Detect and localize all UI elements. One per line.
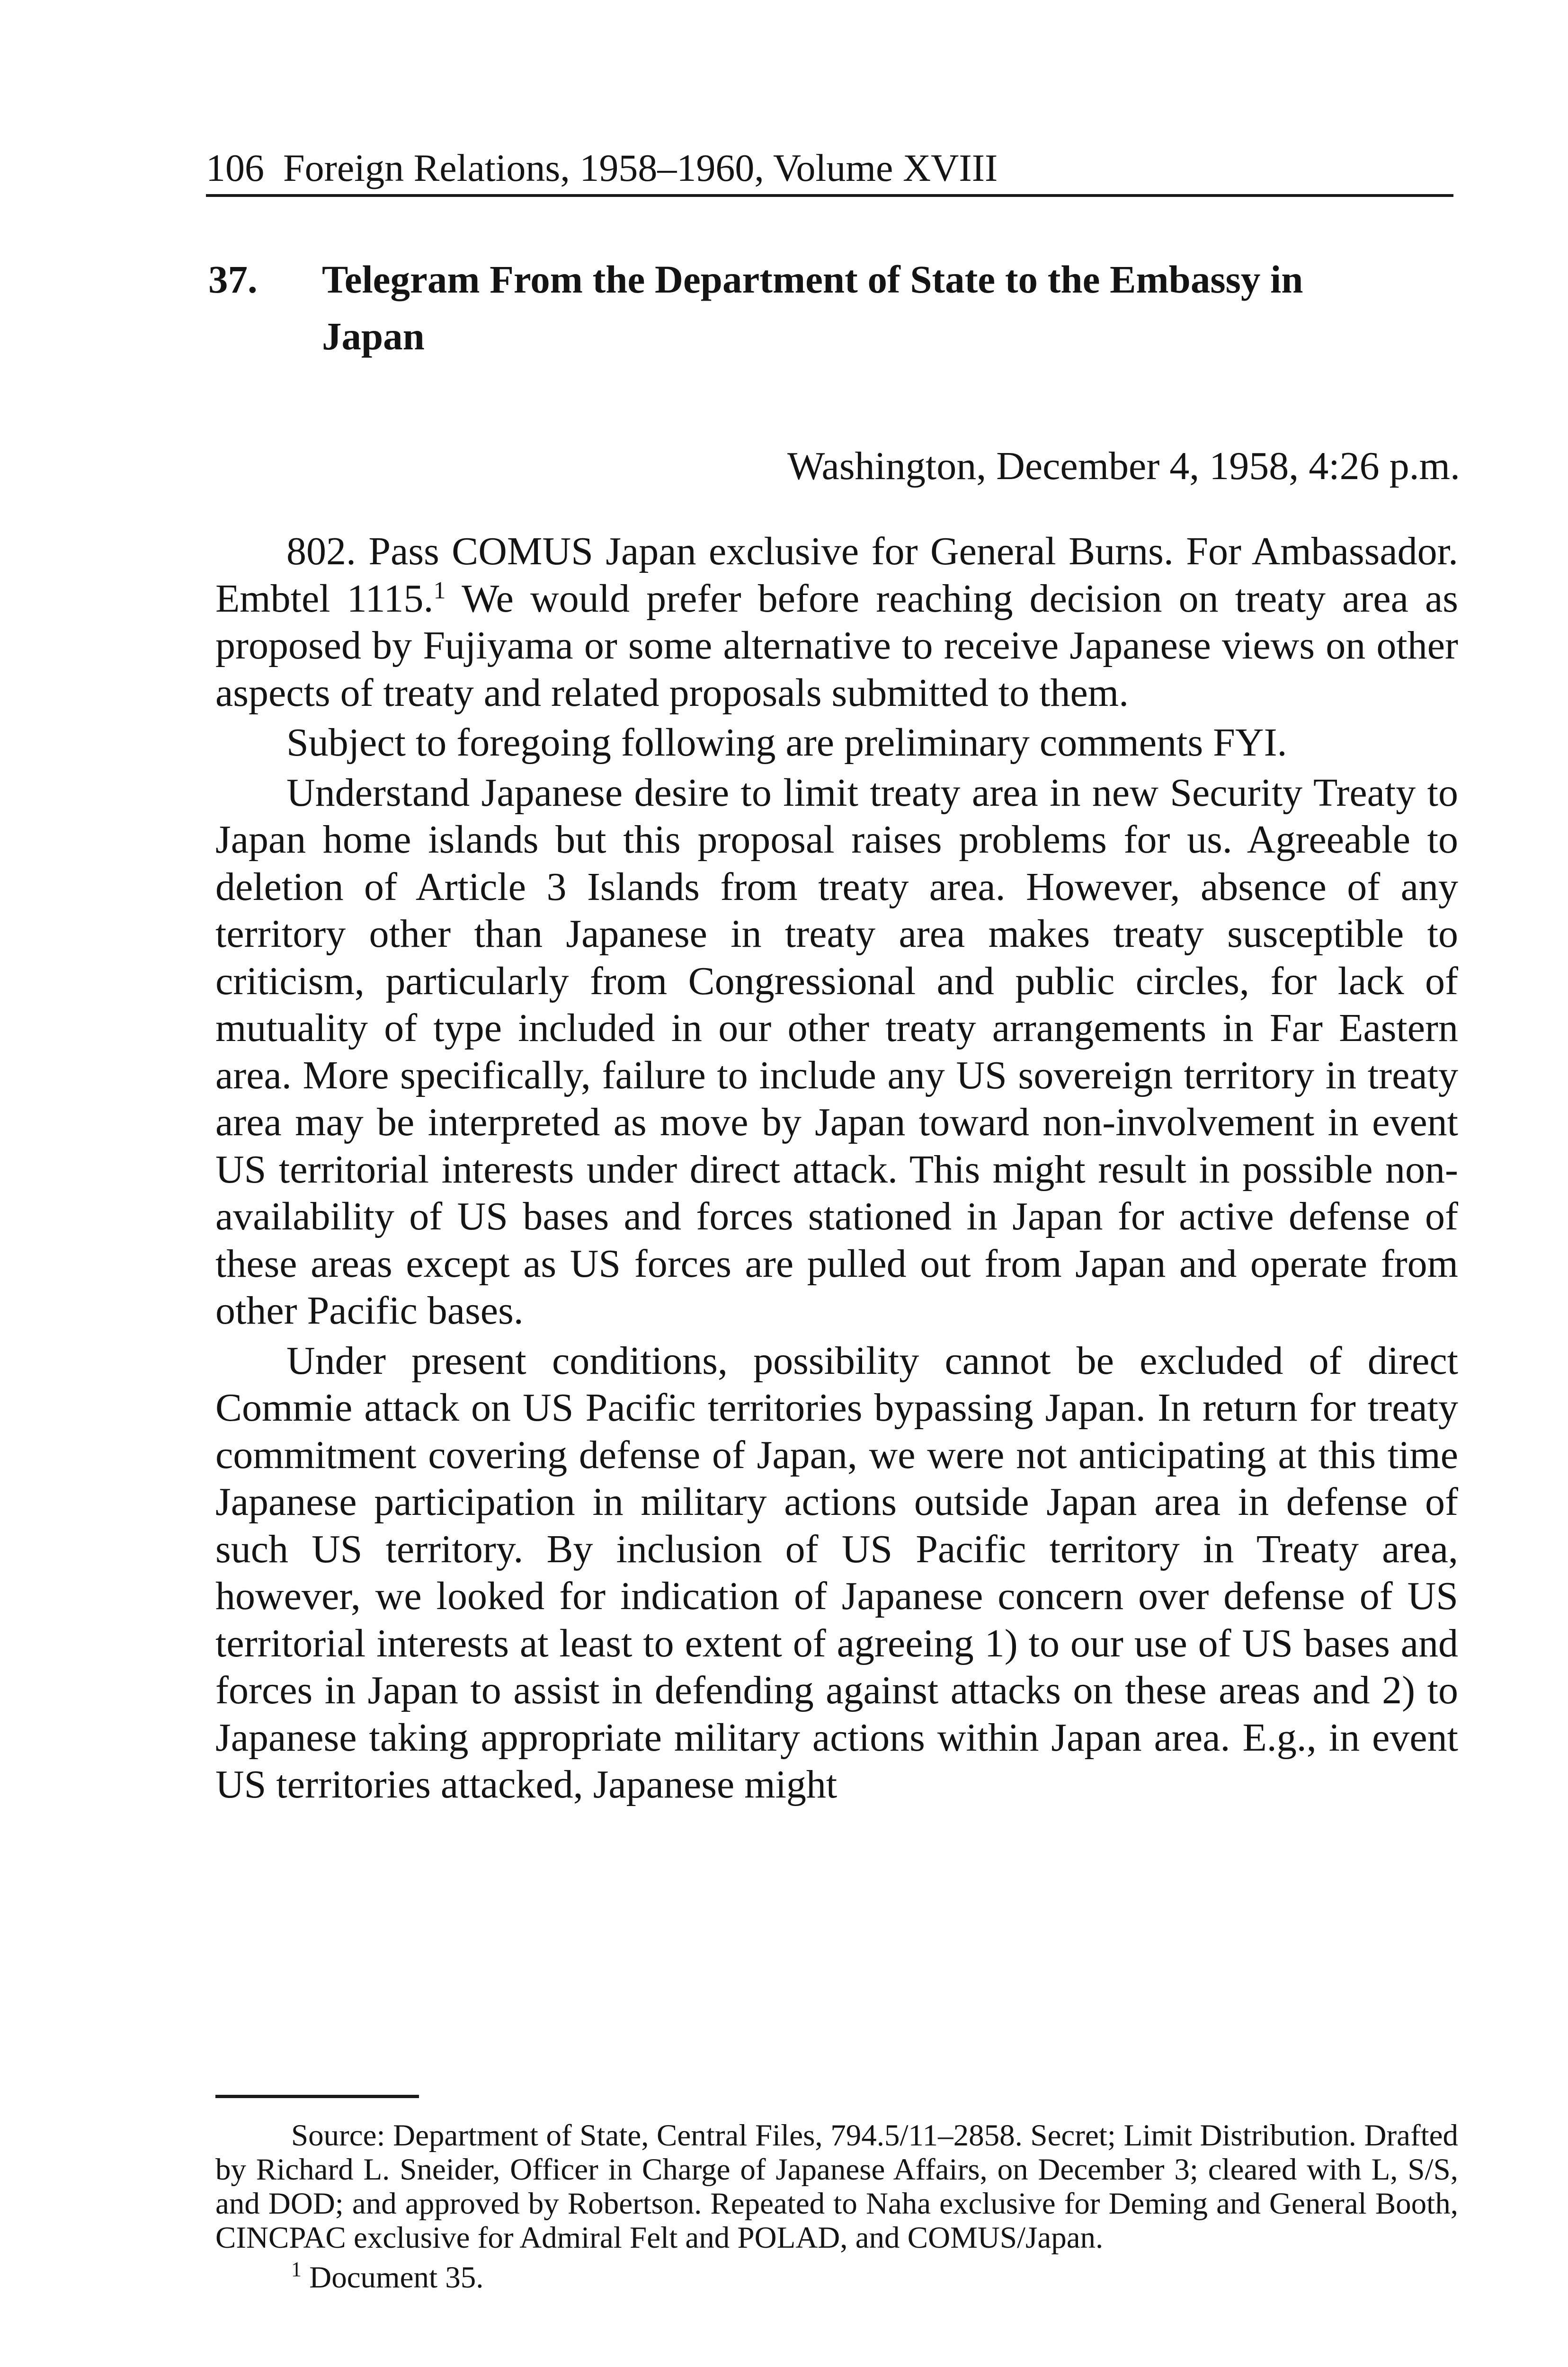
footnote-reference: 1	[433, 577, 446, 604]
paragraph-4: Under present conditions, possibility cannot be excluded of direct Commie attack on US Pacific territories bypassing Japan. In return for treaty commitment covering defense of Japan, we were not anticipating at this time Japanese participation in military actions outside Japan area in defense of such US territory. By inclusion of US Pacific territory in Treaty area, however, we looked for indication of Japanese concern over defense of US territorial interests at least to extent of agreeing 1) to our use of US bases and forces in Japan to assist in defending against attacks on these areas and 2) to Japanese taking appropriate military actions within Japan area. E.g., in event US territories attacked, Japanese might	[215, 1338, 1458, 1806]
telegram-body	[215, 528, 1458, 1811]
paragraph-1-lead: 802. Pass COMUS Japan exclusive for General Burns. For Ambassador. Embtel 1115.	[215, 529, 1458, 621]
dateline: Washington, December 4, 1958, 4:26 p.m.	[787, 444, 1460, 488]
paragraph-1	[215, 528, 1458, 716]
paragraph-1-rest: We would prefer before reaching decision on treaty area as proposed by Fujiyama or some alternative to receive Japanese views on other aspects of treaty and related proposals submitted to them.	[215, 576, 1458, 715]
running-header	[206, 142, 1453, 197]
document-heading	[208, 251, 1458, 365]
page-number: 106	[206, 146, 264, 189]
running-title: Foreign Relations, 1958–1960, Volume XVIII	[283, 146, 998, 189]
source-note: Source: Department of State, Central Files, 794.5/11–2858. Secret; Limit Distribution. Drafted by Richard L. Sneider, Officer in Charge of Japanese Affairs, on December 3; cleared with L, S/S, and DOD; and approved by Robertson. Repeated to Naha exclusive for Deming and General Booth, CINCPAC exclusive for Admiral Felt and POLAD, and COMUS/Japan.	[215, 2118, 1458, 2255]
document-number: 37.	[208, 258, 258, 301]
document-title: Telegram From the Department of State to the Embassy in Japan	[322, 258, 1303, 358]
paragraph-2: Subject to foregoing following are preliminary comments FYI.	[286, 721, 1287, 765]
footnote-1-marker: 1	[291, 2258, 302, 2281]
paragraph-3: Understand Japanese desire to limit treaty area in new Security Treaty to Japan home islands but this proposal raises problems for us. Agreeable to deletion of Article 3 Islands from treaty area. However, absence of any territory other than Japanese in treaty area makes treaty susceptible to criticism, particularly from Congressional and public circles, for lack of mutuality of type included in our other treaty arrangements in Far Eastern area. More specifically, failure to include any US sovereign territory in treaty area may be interpreted as move by Japan toward non-involvement in event US territorial interests under direct attack. This might result in possible non-availability of US bases and forces stationed in Japan for active defense of these areas except as US forces are pulled out from Japan and operate from other Pacific bases.	[215, 770, 1458, 1333]
footnote-divider	[215, 2095, 419, 2098]
footnote-1-text: Document 35.	[302, 2260, 484, 2295]
footnote-1	[215, 2260, 1458, 2295]
footnotes	[215, 2118, 1458, 2295]
